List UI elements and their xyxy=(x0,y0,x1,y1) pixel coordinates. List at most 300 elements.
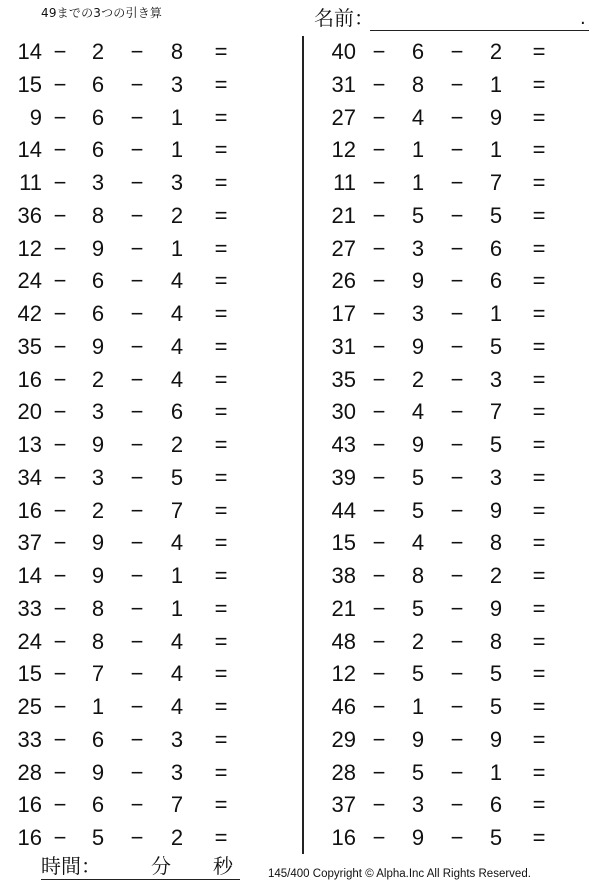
second-number: 2 xyxy=(91,497,105,523)
second-number: 9 xyxy=(411,268,425,294)
equals-sign: = xyxy=(532,694,546,719)
minus-sign: − xyxy=(53,530,67,556)
problem-row xyxy=(0,593,300,626)
minus-sign: − xyxy=(130,759,144,785)
minus-sign: − xyxy=(450,71,464,97)
second-number: 1 xyxy=(91,694,105,719)
second-number: 3 xyxy=(91,464,105,490)
second-number: 4 xyxy=(411,104,425,130)
minus-sign: − xyxy=(372,366,386,392)
minus-sign: − xyxy=(53,235,67,261)
footer-copyright xyxy=(268,866,531,882)
minus-sign: − xyxy=(372,530,386,556)
name-field[interactable] xyxy=(314,6,584,32)
problem-row xyxy=(320,167,600,200)
minus-sign: − xyxy=(450,301,464,326)
first-number: 12 xyxy=(17,235,42,261)
minus-sign: − xyxy=(130,563,144,588)
third-number: 4 xyxy=(170,333,184,359)
second-number: 8 xyxy=(91,202,105,228)
minus-sign: − xyxy=(372,792,386,818)
problem-row xyxy=(0,822,300,855)
minus-sign: − xyxy=(53,432,67,457)
problem-row xyxy=(320,331,600,364)
first-number: 15 xyxy=(17,71,42,97)
second-number: 1 xyxy=(411,170,425,195)
equals-sign: = xyxy=(214,759,228,785)
third-number: 4 xyxy=(170,530,184,556)
third-number: 8 xyxy=(170,39,184,64)
minus-sign: − xyxy=(53,595,67,621)
second-number: 5 xyxy=(411,464,425,490)
first-number: 15 xyxy=(17,661,42,687)
third-number: 5 xyxy=(489,825,503,850)
third-number: 1 xyxy=(489,759,503,785)
first-number: 27 xyxy=(331,104,356,130)
second-number: 1 xyxy=(411,137,425,163)
problem-row xyxy=(320,495,600,528)
equals-sign: = xyxy=(214,137,228,163)
first-number: 20 xyxy=(17,399,42,425)
minus-sign: − xyxy=(450,268,464,294)
equals-sign: = xyxy=(214,235,228,261)
minus-sign: − xyxy=(450,497,464,523)
equals-sign: = xyxy=(214,432,228,457)
first-number: 12 xyxy=(331,137,356,163)
equals-sign: = xyxy=(532,268,546,294)
equals-sign: = xyxy=(214,792,228,818)
first-number: 34 xyxy=(17,464,42,490)
minus-sign: − xyxy=(130,628,144,654)
second-number: 9 xyxy=(91,563,105,588)
equals-sign: = xyxy=(532,170,546,195)
minus-sign: − xyxy=(372,202,386,228)
minus-sign: − xyxy=(372,71,386,97)
problem-row xyxy=(0,724,300,757)
minus-sign: − xyxy=(53,628,67,654)
problem-row xyxy=(0,364,300,397)
second-number: 9 xyxy=(411,825,425,850)
problem-row xyxy=(0,69,300,102)
problem-row xyxy=(0,462,300,495)
problem-row xyxy=(320,265,600,298)
first-number: 25 xyxy=(17,694,42,719)
third-number: 1 xyxy=(170,563,184,588)
problem-row xyxy=(320,298,600,331)
minus-sign: − xyxy=(450,726,464,752)
minus-sign: − xyxy=(372,759,386,785)
third-number: 2 xyxy=(170,432,184,457)
second-number: 6 xyxy=(91,104,105,130)
first-number: 44 xyxy=(331,497,356,523)
minus-sign: − xyxy=(450,202,464,228)
minus-sign: − xyxy=(130,137,144,163)
equals-sign: = xyxy=(214,628,228,654)
equals-sign: = xyxy=(532,792,546,818)
minus-sign: − xyxy=(130,399,144,425)
second-number: 6 xyxy=(91,268,105,294)
minus-sign: − xyxy=(53,399,67,425)
third-number: 9 xyxy=(489,726,503,752)
equals-sign: = xyxy=(532,726,546,752)
name-underline xyxy=(370,30,589,31)
problem-row xyxy=(320,396,600,429)
second-number: 6 xyxy=(411,39,425,64)
minus-sign: − xyxy=(130,235,144,261)
minus-sign: − xyxy=(450,694,464,719)
minus-sign: − xyxy=(53,301,67,326)
minus-sign: − xyxy=(53,497,67,523)
second-number: 6 xyxy=(91,71,105,97)
first-number: 29 xyxy=(331,726,356,752)
first-number: 31 xyxy=(331,71,356,97)
equals-sign: = xyxy=(214,497,228,523)
minus-sign: − xyxy=(450,333,464,359)
equals-sign: = xyxy=(214,726,228,752)
second-number: 8 xyxy=(91,628,105,654)
third-number: 2 xyxy=(170,202,184,228)
equals-sign: = xyxy=(532,301,546,326)
problem-row xyxy=(0,560,300,593)
minus-sign: − xyxy=(372,333,386,359)
second-number: 3 xyxy=(91,170,105,195)
second-number: 4 xyxy=(411,399,425,425)
second-number: 8 xyxy=(411,71,425,97)
first-number: 11 xyxy=(333,170,356,195)
first-number: 24 xyxy=(17,268,42,294)
first-number: 43 xyxy=(331,432,356,457)
first-number: 36 xyxy=(17,202,42,228)
second-number: 3 xyxy=(411,235,425,261)
first-number: 16 xyxy=(17,825,42,850)
equals-sign: = xyxy=(214,399,228,425)
third-number: 5 xyxy=(489,333,503,359)
problem-row xyxy=(320,36,600,69)
third-number: 9 xyxy=(489,595,503,621)
equals-sign: = xyxy=(532,399,546,425)
minus-sign: − xyxy=(53,563,67,588)
minus-sign: − xyxy=(53,661,67,687)
minus-sign: − xyxy=(53,694,67,719)
second-number: 9 xyxy=(411,333,425,359)
problem-row xyxy=(0,233,300,266)
first-number: 16 xyxy=(17,366,42,392)
problem-row xyxy=(320,527,600,560)
third-number: 3 xyxy=(170,759,184,785)
second-number: 6 xyxy=(91,301,105,326)
third-number: 1 xyxy=(489,137,503,163)
third-number: 7 xyxy=(170,497,184,523)
third-number: 5 xyxy=(170,464,184,490)
second-number: 7 xyxy=(91,661,105,687)
second-number: 3 xyxy=(411,301,425,326)
second-number: 5 xyxy=(411,497,425,523)
third-number: 7 xyxy=(170,792,184,818)
minus-sign: − xyxy=(450,399,464,425)
minus-sign: − xyxy=(53,333,67,359)
equals-sign: = xyxy=(532,661,546,687)
third-number: 1 xyxy=(170,137,184,163)
equals-sign: = xyxy=(532,71,546,97)
minus-sign: − xyxy=(372,104,386,130)
minus-sign: − xyxy=(130,301,144,326)
minus-sign: − xyxy=(130,694,144,719)
minus-sign: − xyxy=(450,825,464,850)
first-number: 16 xyxy=(17,792,42,818)
third-number: 7 xyxy=(489,170,503,195)
problem-row xyxy=(0,36,300,69)
second-number: 2 xyxy=(91,366,105,392)
first-number: 35 xyxy=(17,333,42,359)
minus-sign: − xyxy=(450,464,464,490)
second-number: 9 xyxy=(91,333,105,359)
first-number: 14 xyxy=(17,137,42,163)
first-number: 35 xyxy=(331,366,356,392)
equals-sign: = xyxy=(532,497,546,523)
minus-sign: − xyxy=(130,825,144,850)
first-number: 16 xyxy=(17,497,42,523)
equals-sign: = xyxy=(214,563,228,588)
problem-row xyxy=(0,429,300,462)
minus-sign: − xyxy=(130,595,144,621)
minus-sign: − xyxy=(450,792,464,818)
second-number: 4 xyxy=(411,530,425,556)
minus-sign: − xyxy=(372,661,386,687)
third-number: 6 xyxy=(489,235,503,261)
minus-sign: − xyxy=(372,432,386,457)
second-number: 9 xyxy=(91,759,105,785)
minus-sign: − xyxy=(130,497,144,523)
first-number: 42 xyxy=(17,301,42,326)
problem-row xyxy=(0,102,300,135)
problem-row xyxy=(0,200,300,233)
first-number: 33 xyxy=(17,726,42,752)
third-number: 3 xyxy=(489,464,503,490)
third-number: 5 xyxy=(489,694,503,719)
second-number: 2 xyxy=(411,628,425,654)
equals-sign: = xyxy=(214,71,228,97)
problem-row xyxy=(320,200,600,233)
left-problem-column xyxy=(0,36,300,855)
minus-sign: − xyxy=(53,71,67,97)
minus-sign: − xyxy=(450,39,464,64)
minus-sign: − xyxy=(450,530,464,556)
first-number: 30 xyxy=(331,399,356,425)
first-number: 46 xyxy=(331,694,356,719)
third-number: 1 xyxy=(170,595,184,621)
equals-sign: = xyxy=(214,366,228,392)
second-number: 8 xyxy=(411,563,425,588)
equals-sign: = xyxy=(532,104,546,130)
problem-row xyxy=(320,593,600,626)
equals-sign: = xyxy=(532,432,546,457)
equals-sign: = xyxy=(214,464,228,490)
equals-sign: = xyxy=(214,661,228,687)
third-number: 1 xyxy=(489,71,503,97)
minus-sign: − xyxy=(53,464,67,490)
equals-sign: = xyxy=(532,563,546,588)
seconds-label: 秒 xyxy=(213,854,233,878)
problem-row xyxy=(320,658,600,691)
minus-sign: − xyxy=(130,202,144,228)
problem-row xyxy=(320,757,600,790)
second-number: 5 xyxy=(91,825,105,850)
third-number: 4 xyxy=(170,661,184,687)
third-number: 5 xyxy=(489,432,503,457)
minus-sign: − xyxy=(130,268,144,294)
minus-sign: − xyxy=(53,792,67,818)
equals-sign: = xyxy=(532,366,546,392)
time-field[interactable] xyxy=(41,852,241,882)
equals-sign: = xyxy=(532,137,546,163)
minus-sign: − xyxy=(53,137,67,163)
first-number: 14 xyxy=(17,39,42,64)
first-number: 38 xyxy=(331,563,356,588)
third-number: 1 xyxy=(170,104,184,130)
second-number: 5 xyxy=(411,595,425,621)
minus-sign: − xyxy=(450,759,464,785)
worksheet-title: 49までの3つの引き算 xyxy=(41,6,163,20)
third-number: 2 xyxy=(170,825,184,850)
third-number: 4 xyxy=(170,268,184,294)
first-number: 28 xyxy=(331,759,356,785)
problem-row xyxy=(320,134,600,167)
minus-sign: − xyxy=(372,825,386,850)
second-number: 2 xyxy=(91,39,105,64)
minus-sign: − xyxy=(130,530,144,556)
problem-row xyxy=(0,527,300,560)
equals-sign: = xyxy=(214,530,228,556)
equals-sign: = xyxy=(532,628,546,654)
problem-row xyxy=(0,757,300,790)
problem-row xyxy=(0,789,300,822)
minus-sign: − xyxy=(372,170,386,195)
equals-sign: = xyxy=(532,595,546,621)
third-number: 4 xyxy=(170,301,184,326)
minus-sign: − xyxy=(372,137,386,163)
problem-row xyxy=(0,265,300,298)
equals-sign: = xyxy=(532,825,546,850)
minus-sign: − xyxy=(450,235,464,261)
minus-sign: − xyxy=(130,792,144,818)
problem-row xyxy=(320,724,600,757)
third-number: 3 xyxy=(170,170,184,195)
minus-sign: − xyxy=(372,497,386,523)
third-number: 3 xyxy=(170,71,184,97)
first-number: 27 xyxy=(331,235,356,261)
second-number: 6 xyxy=(91,726,105,752)
minus-sign: − xyxy=(53,170,67,195)
second-number: 9 xyxy=(91,530,105,556)
minus-sign: − xyxy=(130,432,144,457)
minus-sign: − xyxy=(130,170,144,195)
first-number: 21 xyxy=(331,202,356,228)
first-number: 11 xyxy=(19,170,42,195)
minus-sign: − xyxy=(130,104,144,130)
third-number: 4 xyxy=(170,628,184,654)
equals-sign: = xyxy=(214,202,228,228)
first-number: 33 xyxy=(17,595,42,621)
equals-sign: = xyxy=(214,333,228,359)
right-problem-column xyxy=(320,36,600,855)
problem-row xyxy=(320,626,600,659)
minus-sign: − xyxy=(130,726,144,752)
minus-sign: − xyxy=(372,694,386,719)
first-number: 15 xyxy=(331,530,356,556)
minus-sign: − xyxy=(450,563,464,588)
third-number: 1 xyxy=(489,301,503,326)
first-number: 48 xyxy=(331,628,356,654)
minus-sign: − xyxy=(130,333,144,359)
name-end-dot: . xyxy=(580,8,586,29)
second-number: 9 xyxy=(91,235,105,261)
equals-sign: = xyxy=(214,39,228,64)
equals-sign: = xyxy=(532,333,546,359)
problem-row xyxy=(0,658,300,691)
equals-sign: = xyxy=(532,464,546,490)
minus-sign: − xyxy=(372,301,386,326)
minus-sign: − xyxy=(372,595,386,621)
minus-sign: − xyxy=(450,366,464,392)
third-number: 3 xyxy=(489,366,503,392)
time-underline xyxy=(41,879,240,880)
first-number: 39 xyxy=(331,464,356,490)
problem-row xyxy=(320,789,600,822)
third-number: 2 xyxy=(489,39,503,64)
minus-sign: − xyxy=(450,432,464,457)
problem-row xyxy=(0,626,300,659)
third-number: 7 xyxy=(489,399,503,425)
problem-row xyxy=(320,822,600,855)
second-number: 9 xyxy=(411,726,425,752)
second-number: 3 xyxy=(91,399,105,425)
second-number: 3 xyxy=(411,792,425,818)
first-number: 31 xyxy=(331,333,356,359)
third-number: 1 xyxy=(170,235,184,261)
problem-row xyxy=(0,167,300,200)
minus-sign: − xyxy=(450,628,464,654)
first-number: 28 xyxy=(17,759,42,785)
second-number: 5 xyxy=(411,202,425,228)
second-number: 6 xyxy=(91,792,105,818)
first-number: 16 xyxy=(331,825,356,850)
problem-row xyxy=(320,462,600,495)
problem-row xyxy=(320,429,600,462)
third-number: 8 xyxy=(489,628,503,654)
copyright-text: Copyright © Alpha.Inc All Rights Reserved. xyxy=(312,868,531,880)
equals-sign: = xyxy=(214,301,228,326)
equals-sign: = xyxy=(532,759,546,785)
minus-sign: − xyxy=(53,104,67,130)
equals-sign: = xyxy=(214,170,228,195)
minus-sign: − xyxy=(372,268,386,294)
third-number: 5 xyxy=(489,661,503,687)
second-number: 5 xyxy=(411,661,425,687)
equals-sign: = xyxy=(214,825,228,850)
problem-row xyxy=(0,134,300,167)
first-number: 12 xyxy=(331,661,356,687)
equals-sign: = xyxy=(214,104,228,130)
name-label: 名前： xyxy=(314,6,374,30)
problem-row xyxy=(0,396,300,429)
page-counter: 145/400 xyxy=(268,868,310,880)
minus-sign: − xyxy=(450,170,464,195)
second-number: 9 xyxy=(91,432,105,457)
problem-row xyxy=(0,691,300,724)
minus-sign: − xyxy=(372,628,386,654)
minus-sign: − xyxy=(53,202,67,228)
first-number: 37 xyxy=(331,792,356,818)
